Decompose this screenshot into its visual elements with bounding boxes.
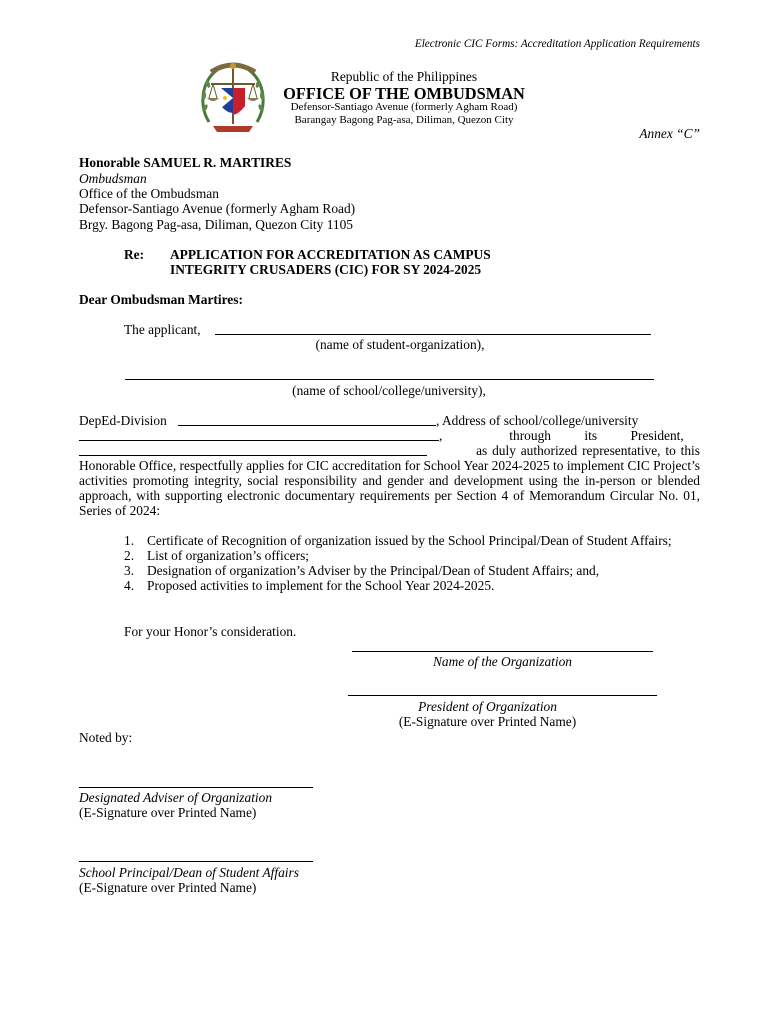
through-president-text: , through its President,	[439, 428, 684, 443]
recipient-title: Ombudsman	[79, 171, 147, 186]
list-item: 2. List of organization’s officers;	[124, 548, 310, 563]
deped-division-blank[interactable]	[178, 425, 436, 426]
country-line: Republic of the Philippines	[330, 69, 478, 84]
letterhead-address-2: Barangay Bagong Pag-asa, Diliman, Quezon City	[294, 114, 514, 126]
president-signature-note: (E-Signature over Printed Name)	[398, 714, 577, 729]
principal-signature-note: (E-Signature over Printed Name)	[79, 880, 257, 895]
recipient-street: Defensor-Santiago Avenue (formerly Agham Road)	[79, 201, 356, 216]
salutation: Dear Ombudsman Martires:	[79, 292, 243, 307]
recipient-name: SAMUEL R. MARTIRES	[143, 155, 292, 170]
re-line-1: APPLICATION FOR ACCREDITATION AS CAMPUS	[170, 247, 491, 262]
principal-caption: School Principal/Dean of Student Affairs	[79, 865, 299, 880]
list-item: 3. Designation of organization’s Adviser by the Principal/Dean of Student Affairs; and,	[124, 563, 600, 578]
deped-division-label: DepEd-Division	[79, 413, 167, 428]
recipient-name-line	[79, 155, 291, 170]
principal-signature-line[interactable]	[79, 861, 313, 862]
school-name-blank[interactable]	[125, 379, 654, 380]
recipient-office: Office of the Ombudsman	[79, 186, 219, 201]
organization-name-caption: Name of the Organization	[433, 654, 572, 669]
president-name-blank[interactable]	[79, 455, 427, 456]
adviser-caption: Designated Adviser of Organization	[79, 790, 273, 805]
representative-text: as duly authorized representative, to this	[476, 443, 700, 458]
address-label: , Address of school/college/university	[436, 413, 639, 428]
applicant-prefix: The applicant,	[124, 322, 201, 337]
organization-name-signature-line[interactable]	[352, 651, 653, 652]
noted-by-label: Noted by:	[79, 730, 133, 745]
recipient-honorific: Honorable	[79, 155, 144, 170]
letterhead-address-1: Defensor-Santiago Avenue (formerly Agham Road)	[290, 101, 518, 113]
adviser-signature-note: (E-Signature over Printed Name)	[79, 805, 257, 820]
list-item: 1. Certificate of Recognition of organization issued by the School Principal/Dean of Student Affairs;	[124, 533, 672, 548]
organization-caption: (name of student-organization),	[315, 337, 485, 352]
school-caption: (name of school/college/university),	[292, 383, 486, 398]
header-note: Electronic CIC Forms: Accreditation Application Requirements	[414, 38, 700, 50]
organization-name-blank[interactable]	[215, 334, 651, 335]
annex-label: Annex “C”	[639, 126, 700, 141]
re-line-2: INTEGRITY CRUSADERS (CIC) FOR SY 2024-2025	[170, 262, 482, 277]
list-item: 4. Proposed activities to implement for the School Year 2024-2025.	[124, 578, 495, 593]
president-signature-line[interactable]	[348, 695, 657, 696]
body-paragraph: Honorable Office, respectfully applies for CIC accreditation for School Year 2024-2025 to implement CIC Project’s activities promoting integrity, social responsibility and gender and development using the in-person or blended approach, with supporting electronic documentary requirements per Section 4 of Memorandum Circular No. 01, Series of 2024:	[79, 458, 700, 518]
office-title: OFFICE OF THE OMBUDSMAN	[283, 84, 525, 103]
adviser-signature-line[interactable]	[79, 787, 313, 788]
school-address-blank[interactable]	[79, 440, 439, 441]
closing-line: For your Honor’s consideration.	[124, 624, 297, 639]
re-label: Re:	[124, 247, 145, 262]
recipient-city: Brgy. Bagong Pag-asa, Diliman, Quezon City 1105	[79, 217, 353, 232]
president-caption: President of Organization	[418, 699, 557, 714]
requirements-list	[124, 533, 700, 593]
